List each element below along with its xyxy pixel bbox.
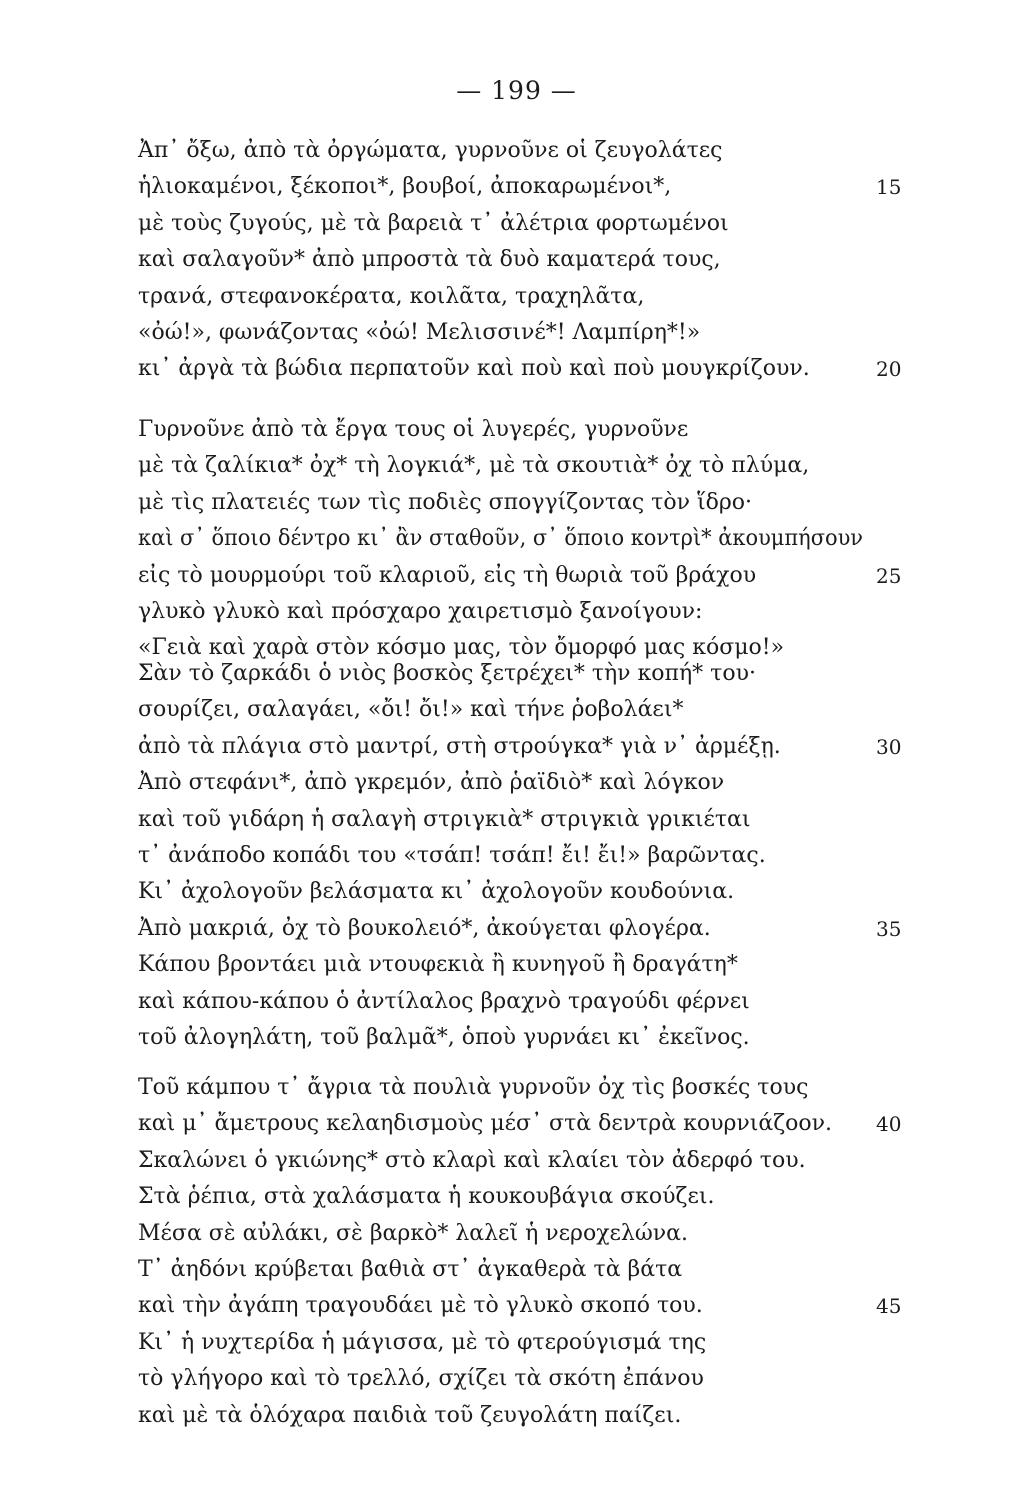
verse-text: σουρίζει, σαλαγάει, «ὄι! ὄι!» καὶ τήνε ῥοβολάει* — [138, 697, 684, 723]
line-number: 45 — [876, 1294, 902, 1319]
line-number: 30 — [876, 734, 902, 759]
verse-text: Τ᾽ ἀηδόνι κρύβεται βαθιὰ στ᾽ ἀγκαθερὰ τὰ βάτα — [138, 1256, 683, 1282]
verse-line — [138, 1070, 918, 1106]
verse-line — [138, 351, 918, 387]
verse-text: γλυκὸ γλυκὸ καὶ πρόσχαρο χαιρετισμὸ ξανοίγουν: — [138, 598, 703, 624]
verse-line — [138, 1143, 918, 1179]
verse-line — [138, 133, 918, 169]
verse-text: τρανά, στεφανοκέρατα, κοιλᾶτα, τραχηλᾶτα, — [138, 283, 645, 309]
verse-line — [138, 594, 918, 630]
verse-text: ἡλιοκαμένοι, ξέκοποι*, βουβοί, ἀποκαρωμένοι*, — [138, 174, 672, 200]
verse-text: καὶ κάπου-κάπου ὁ ἀντίλαλος βραχνὸ τραγούδι φέρνει — [138, 988, 750, 1014]
verse-line — [138, 206, 918, 242]
line-number: 20 — [876, 357, 902, 382]
verse-text: καὶ τοῦ γιδάρη ἡ σαλαγὴ στριγκιὰ* στριγκιὰ γρικιέται — [138, 806, 751, 832]
page-number: — 199 — — [456, 76, 577, 105]
verse-text: καὶ σαλαγοῦν* ἀπὸ μπροστὰ τὰ δυὸ καματερά τους, — [138, 247, 721, 273]
verse-line — [138, 521, 918, 557]
verse-text: Μέσα σὲ αὐλάκι, σὲ βαρκὸ* λαλεῖ ἡ νεροχελώνα. — [138, 1220, 689, 1246]
stanza — [138, 1070, 918, 1434]
line-number: 40 — [876, 1112, 902, 1137]
verse-line — [138, 802, 918, 838]
stanza — [138, 656, 918, 1056]
verse-text: ἀπὸ τὰ πλάγια στὸ μαντρί, στὴ στρούγκα* γιὰ ν᾽ ἀρμέξῃ. — [138, 733, 781, 759]
verse-line — [138, 692, 918, 728]
verse-line — [138, 1398, 918, 1434]
line-number: 35 — [876, 916, 902, 941]
verse-text: μὲ τὰ ζαλίκια* ὀχ* τὴ λογκιά*, μὲ τὰ σκουτιὰ* ὀχ τὸ πλύμα, — [138, 453, 810, 479]
line-number: 15 — [876, 175, 902, 200]
verse-line — [138, 765, 918, 801]
verse-line — [138, 1216, 918, 1252]
verse-line — [138, 448, 918, 484]
verse-text: Ἀπ᾽ ὄξω, ἀπὸ τὰ ὀργώματα, γυρνοῦνε οἱ ζευγολάτες — [138, 138, 723, 163]
verse-text: μὲ τὶς πλατειές των τὶς ποδιὲς σπογγίζοντας τὸν ἵδρο· — [138, 489, 753, 515]
verse-line — [138, 947, 918, 983]
verse-line — [138, 558, 918, 594]
verse-text: Ἀπὸ μακριά, ὀχ τὸ βουκολειό*, ἀκούγεται φλογέρα. — [138, 915, 711, 941]
verse-line — [138, 729, 918, 765]
verse-line — [138, 1325, 918, 1361]
verse-text: Σκαλώνει ὁ γκιώνης* στὸ κλαρὶ καὶ κλαίει τὸν ἀδερφό του. — [138, 1147, 806, 1173]
verse-line — [138, 279, 918, 315]
verse-text: μὲ τοὺς ζυγούς, μὲ τὰ βαρειὰ τ᾽ ἀλέτρια φορτωμένοι — [138, 210, 729, 236]
verse-line — [138, 1179, 918, 1215]
stanza — [138, 133, 918, 388]
verse-line — [138, 1106, 918, 1142]
verse-line — [138, 911, 918, 947]
verse-text: «Γειὰ καὶ χαρὰ στὸν κόσμο μας, τὸν ὄμορφό μας κόσμο!» — [138, 635, 785, 661]
stanza — [138, 412, 918, 667]
verse-text: τ᾽ ἀνάποδο κοπάδι του «τσάπ! τσάπ! ἔι! ἔι!» βαρῶντας. — [138, 842, 766, 868]
verse-line — [138, 874, 918, 910]
verse-text: καὶ σ᾽ ὅποιο δέντρο κι᾽ ἂν σταθοῦν, σ᾽ ὅποιο κοντρὶ* ἀκουμπήσουν — [138, 526, 864, 552]
verse-line — [138, 412, 918, 448]
verse-text: εἰς τὸ μουρμούρι τοῦ κλαριοῦ, εἰς τὴ θωριὰ τοῦ βράχου — [138, 562, 757, 588]
verse-text: κι᾽ ἀργὰ τὰ βώδια περπατοῦν καὶ ποὺ καὶ ποὺ μουγκρίζουν. — [138, 356, 810, 382]
verse-text: τοῦ ἀλογηλάτη, τοῦ βαλμᾶ*, ὁποὺ γυρνάει κι᾽ ἐκεῖνος. — [138, 1024, 750, 1050]
verse-text: Κι᾽ ἡ νυχτερίδα ἡ μάγισσα, μὲ τὸ φτερούγισμά της — [138, 1329, 707, 1355]
verse-line — [138, 1252, 918, 1288]
verse-line — [138, 242, 918, 278]
verse-text: Κι᾽ ἀχολογοῦν βελάσματα κι᾽ ἀχολογοῦν κουδούνια. — [138, 879, 735, 905]
verse-text: Σὰν τὸ ζαρκάδι ὁ νιὸς βοσκὸς ξετρέχει* τὴν κοπή* του· — [138, 661, 756, 686]
verse-line — [138, 315, 918, 351]
verse-line — [138, 1020, 918, 1056]
verse-line — [138, 485, 918, 521]
line-number: 25 — [876, 563, 902, 588]
verse-line — [138, 1361, 918, 1397]
verse-line — [138, 838, 918, 874]
verse-line — [138, 169, 918, 205]
verse-line — [138, 1288, 918, 1324]
verse-text: Τοῦ κάμπου τ᾽ ἄγρια τὰ πουλιὰ γυρνοῦν ὀχ τὶς βοσκές τους — [138, 1075, 809, 1100]
verse-line — [138, 656, 918, 692]
verse-text: Κάπου βροντάει μιὰ ντουφεκιὰ ἢ κυνηγοῦ ἢ δραγάτη* — [138, 952, 738, 978]
verse-text: καὶ μ᾽ ἄμετρους κελαηδισμοὺς μέσ᾽ στὰ δεντρὰ κουρνιάζοον. — [138, 1111, 833, 1137]
verse-text: καὶ μὲ τὰ ὁλόχαρα παιδιὰ τοῦ ζευγολάτη παίζει. — [138, 1402, 682, 1428]
verse-line — [138, 984, 918, 1020]
verse-text: Ἀπὸ στεφάνι*, ἀπὸ γκρεμόν, ἀπὸ ῥαϊδιὸ* καὶ λόγκον — [138, 770, 725, 796]
verse-text: τὸ γλήγορο καὶ τὸ τρελλό, σχίζει τὰ σκότη ἐπάνου — [138, 1366, 704, 1392]
verse-text: Γυρνοῦνε ἀπὸ τὰ ἔργα τους οἱ λυγερές, γυρνοῦνε — [138, 417, 689, 442]
verse-text: Στὰ ῥέπια, στὰ χαλάσματα ἡ κουκουβάγια σκούζει. — [138, 1184, 715, 1210]
verse-text: «ὀώ!», φωνάζοντας «ὀώ! Μελισσινέ*! Λαμπίρη*!» — [138, 319, 701, 345]
verse-text: καὶ τὴν ἀγάπη τραγουδάει μὲ τὸ γλυκὸ σκοπό του. — [138, 1293, 703, 1319]
